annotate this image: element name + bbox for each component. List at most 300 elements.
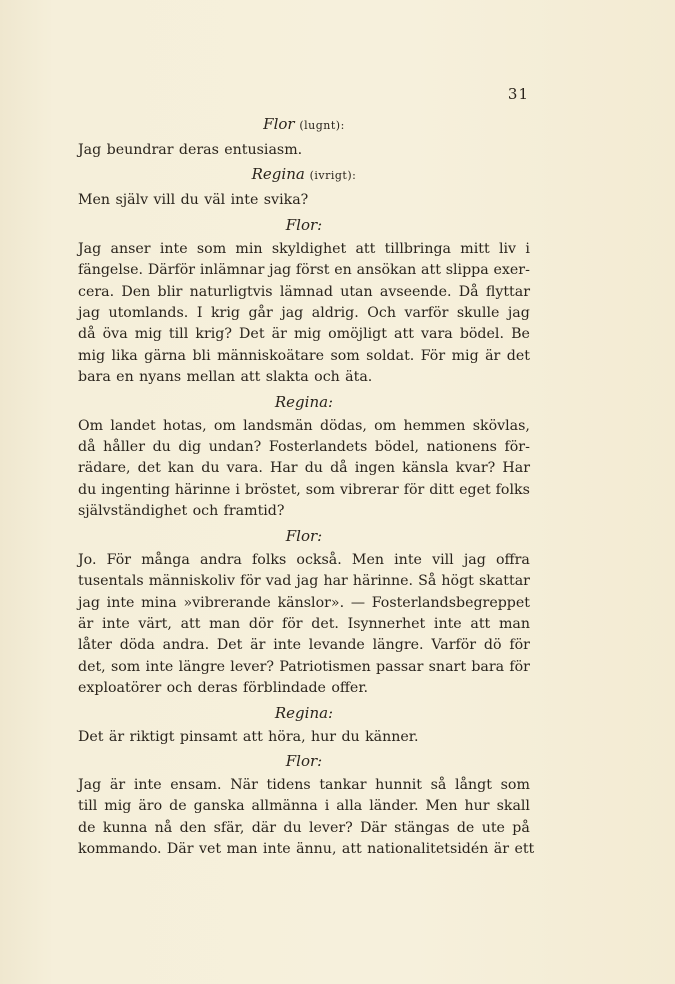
word: värt, <box>138 615 172 632</box>
word: mina <box>141 594 177 611</box>
word: vara <box>421 326 453 343</box>
word: ute <box>481 819 505 836</box>
word: deras <box>197 680 238 697</box>
word: självständighet <box>78 503 188 520</box>
text-line <box>78 260 530 281</box>
word: offra <box>495 551 530 568</box>
word: är <box>485 347 501 364</box>
word: och <box>314 369 340 386</box>
dialogue-text <box>78 112 535 865</box>
word: levande <box>308 637 365 654</box>
word: jag <box>78 594 100 611</box>
word: länder. <box>369 798 419 815</box>
word: Patriotismen <box>279 658 371 675</box>
word: mig <box>134 326 162 343</box>
word: bara <box>78 369 111 386</box>
text-line <box>78 775 530 796</box>
word: du <box>283 819 302 836</box>
word: riktigt <box>129 728 175 745</box>
text-line <box>78 282 530 303</box>
text-line <box>78 593 530 614</box>
word: När <box>230 776 258 793</box>
word: skattar <box>478 573 530 590</box>
word: Det <box>239 326 265 343</box>
word: då <box>330 460 348 477</box>
word: för- <box>504 439 530 456</box>
word: cera. <box>78 283 115 300</box>
word: dör <box>248 615 274 632</box>
word: aldrig. <box>311 305 359 322</box>
word: snart <box>428 658 467 675</box>
word: dödas, <box>319 417 367 434</box>
speaker-name: Flor: <box>285 751 323 770</box>
word: slakta <box>265 369 309 386</box>
word: du <box>78 481 97 498</box>
word: kan <box>167 460 195 477</box>
word: mig <box>451 347 479 364</box>
word: hunnit <box>375 776 422 793</box>
word: de <box>169 798 187 815</box>
speaker-heading <box>78 216 530 234</box>
word: Och <box>367 305 397 322</box>
word: jag <box>281 305 304 322</box>
word: känslor». <box>277 594 345 611</box>
word: alla <box>336 798 363 815</box>
word: exploatörer <box>78 680 162 697</box>
speech-paragraph <box>78 190 530 211</box>
word: går <box>248 305 273 322</box>
word: först <box>295 262 330 279</box>
word: jag <box>463 551 486 568</box>
word: offer. <box>331 680 369 697</box>
word: nyans <box>139 369 182 386</box>
word: deras <box>178 142 219 158</box>
word: bödel. <box>459 326 504 343</box>
word: inlämnar <box>199 262 265 279</box>
word: krig <box>210 305 240 322</box>
word: vad <box>265 573 292 590</box>
word: För <box>420 347 446 364</box>
word: är <box>108 728 125 745</box>
word: passar <box>376 658 424 675</box>
word: Den <box>121 283 151 300</box>
word: folks <box>495 481 530 498</box>
text-line <box>78 324 530 345</box>
word: Jag <box>78 142 102 158</box>
word: varför <box>404 305 449 322</box>
text-line <box>78 190 530 211</box>
word: höra, <box>268 728 306 745</box>
word: undan? <box>208 439 262 456</box>
stage-direction: (lugnt): <box>299 119 345 132</box>
word: entusiasm. <box>224 142 303 158</box>
word: att <box>421 262 441 279</box>
word: väl <box>204 192 226 209</box>
word: anser <box>110 240 151 257</box>
word: för <box>240 573 261 590</box>
word: naturligtvis <box>189 283 273 300</box>
word: skyldighet <box>271 240 347 257</box>
word: utomlands. <box>108 305 189 322</box>
speaker-name: Flor <box>263 115 295 133</box>
word: krig? <box>195 326 232 343</box>
word: och <box>192 503 219 520</box>
word: om <box>374 417 397 434</box>
word: kommando. <box>78 841 162 858</box>
word: på <box>512 819 530 836</box>
text-line <box>78 303 530 324</box>
word: Det <box>216 637 243 654</box>
text-line <box>78 727 530 748</box>
text-line <box>78 458 530 479</box>
word: inte <box>133 776 162 793</box>
word: och <box>166 680 193 697</box>
word: hemmen <box>403 417 466 434</box>
word: tankar <box>319 776 367 793</box>
word: vara. <box>226 460 263 477</box>
speaker-heading <box>78 393 530 411</box>
word: känner. <box>365 728 419 745</box>
word: man <box>209 615 241 632</box>
speaker-heading <box>78 752 530 770</box>
text-line <box>78 550 530 571</box>
word: det, <box>78 658 106 675</box>
word: Jag <box>78 240 102 257</box>
word: människoliv <box>148 573 235 590</box>
word: bödel, <box>374 439 419 456</box>
word: människoätare <box>217 347 325 364</box>
word: ansökan <box>356 262 417 279</box>
text-line <box>78 614 530 635</box>
word: För <box>106 551 132 568</box>
word: de <box>78 819 96 836</box>
word: liv <box>498 240 517 257</box>
word: framtid? <box>223 503 285 520</box>
word: Be <box>511 326 530 343</box>
speech-paragraph <box>78 140 530 161</box>
word: tidens <box>266 776 311 793</box>
word: Om <box>78 417 104 434</box>
text-line <box>78 239 530 260</box>
speaker-name: Flor: <box>285 526 323 545</box>
word: skall <box>496 798 530 815</box>
word: kunna <box>102 819 148 836</box>
word: som <box>196 240 227 257</box>
word: du <box>304 460 323 477</box>
word: Men <box>351 551 384 568</box>
text-line <box>78 657 530 678</box>
word: inte <box>273 637 301 654</box>
text-line <box>78 571 530 592</box>
word: ingen <box>354 460 396 477</box>
word: rädare, <box>78 460 131 477</box>
speaker-heading <box>78 165 530 185</box>
word: mitt <box>460 240 490 257</box>
word: äta. <box>345 369 373 386</box>
word: andra <box>199 551 242 568</box>
word: du <box>180 192 199 209</box>
word: hur <box>311 728 337 745</box>
word: en <box>334 262 352 279</box>
word: omöjligt <box>328 326 387 343</box>
word: som <box>305 481 336 498</box>
word: inte <box>145 658 174 675</box>
word: Så <box>418 573 437 590</box>
word: håller <box>103 439 145 456</box>
word: längre <box>178 658 226 675</box>
word: vet <box>198 841 222 858</box>
word: är <box>271 326 287 343</box>
text-line <box>78 678 530 699</box>
word: att <box>180 615 201 632</box>
word: om <box>213 417 236 434</box>
text-line <box>78 501 530 522</box>
word: utan <box>340 283 373 300</box>
word: ensam. <box>170 776 222 793</box>
text-line <box>78 437 530 458</box>
word: så <box>430 776 447 793</box>
word: Isynnerhet <box>347 615 426 632</box>
word: hur <box>464 798 490 815</box>
word: blir <box>157 283 183 300</box>
text-line <box>78 818 530 839</box>
word: att <box>242 728 263 745</box>
word: som <box>110 658 141 675</box>
speech-paragraph <box>78 416 530 523</box>
word: dig <box>178 439 202 456</box>
word: nationens <box>426 439 497 456</box>
word: har <box>323 573 348 590</box>
text-line <box>78 839 535 860</box>
word: ingenting <box>101 481 170 498</box>
word: landsmän <box>243 417 313 434</box>
word: nå <box>154 819 173 836</box>
speech-paragraph <box>78 550 530 700</box>
word: mellan <box>186 369 236 386</box>
word: du <box>341 728 360 745</box>
word: Jag <box>78 776 102 793</box>
word: Men <box>78 192 111 209</box>
word: öva <box>102 326 128 343</box>
word: långt <box>455 776 492 793</box>
word: soldat. <box>366 347 415 364</box>
word: längre. <box>372 637 424 654</box>
word: Jo. <box>78 551 97 568</box>
word: högt <box>441 573 474 590</box>
word: för <box>403 481 425 498</box>
word: tusentals <box>78 573 144 590</box>
word: mig <box>78 347 106 364</box>
word: lika <box>111 347 138 364</box>
word: slippa <box>445 262 489 279</box>
word: inte <box>106 594 135 611</box>
speech-paragraph <box>78 239 530 389</box>
word: landet <box>110 417 156 434</box>
word: härinne. <box>352 573 414 590</box>
word: då <box>78 439 96 456</box>
word: för <box>281 615 303 632</box>
word: för <box>509 637 530 654</box>
speaker-heading <box>78 527 530 545</box>
word: känsla <box>402 460 449 477</box>
word: vill <box>432 551 454 568</box>
word: I <box>196 305 203 322</box>
word: Har <box>502 460 530 477</box>
word: att <box>470 615 491 632</box>
word: också. <box>296 551 342 568</box>
word: för <box>509 658 530 675</box>
word: bröstet, <box>244 481 301 498</box>
speaker-heading <box>78 704 530 722</box>
word: avseende. <box>379 283 452 300</box>
word: sfär, <box>213 819 245 836</box>
word: äro <box>138 798 163 815</box>
word: nationalitetsidén <box>367 841 489 858</box>
word: inte <box>101 615 130 632</box>
word: Fosterlandets <box>268 439 368 456</box>
word: att <box>355 240 376 257</box>
word: Varför <box>431 637 477 654</box>
word: lämnad <box>279 283 333 300</box>
word: är <box>250 637 266 654</box>
word: i <box>525 240 530 257</box>
word: då <box>78 326 96 343</box>
word: inte <box>159 240 188 257</box>
word: mig <box>104 798 132 815</box>
text-line <box>78 796 530 817</box>
word: Där <box>166 841 194 858</box>
word: fängelse. <box>78 262 144 279</box>
word: jag <box>507 305 530 322</box>
word: mig <box>293 326 322 343</box>
word: Då <box>458 283 479 300</box>
speaker-name: Regina: <box>274 392 334 411</box>
word: inte <box>433 615 462 632</box>
word: till <box>78 798 98 815</box>
word: inte <box>262 841 291 858</box>
word: pinsamt <box>179 728 238 745</box>
word: allmänna <box>251 798 318 815</box>
word: man <box>226 841 258 858</box>
word: är <box>109 776 126 793</box>
word: stängas <box>394 819 450 836</box>
word: Fosterlandsbegreppet <box>371 594 530 611</box>
speaker-heading <box>78 115 530 135</box>
text-line <box>78 635 530 656</box>
speech-paragraph <box>78 775 535 861</box>
word: du <box>201 460 220 477</box>
word: Har <box>269 460 298 477</box>
word: som <box>500 776 530 793</box>
word: Därför <box>147 262 196 279</box>
word: inte <box>394 551 422 568</box>
page-number: 31 <box>507 85 529 103</box>
word: en <box>116 369 134 386</box>
word: lever? <box>230 658 275 675</box>
word: inte <box>230 192 259 209</box>
word: själv <box>115 192 149 209</box>
word: att <box>341 841 362 858</box>
word: kvar? <box>455 460 496 477</box>
word: ganska <box>193 798 245 815</box>
word: gärna <box>144 347 187 364</box>
word: förblindade <box>243 680 326 697</box>
word: »vibrerande <box>183 594 271 611</box>
word: Där <box>360 819 387 836</box>
word: lever? <box>309 819 353 836</box>
word: andra. <box>162 637 210 654</box>
word: är <box>493 841 510 858</box>
word: beundrar <box>106 142 174 158</box>
word: Men <box>425 798 458 815</box>
word: är <box>78 615 94 632</box>
word: döda <box>119 637 155 654</box>
word: skulle <box>456 305 500 322</box>
speaker-name: Regina: <box>274 703 334 722</box>
word: — <box>350 594 365 611</box>
word: att <box>240 369 261 386</box>
word: folks <box>252 551 287 568</box>
word: vill <box>153 192 176 209</box>
word: många <box>141 551 190 568</box>
word: jag <box>269 262 292 279</box>
word: det <box>137 460 161 477</box>
word: vibrerar <box>339 481 399 498</box>
word: skövlas, <box>472 417 530 434</box>
word: du <box>152 439 171 456</box>
speech-paragraph <box>78 727 530 748</box>
text-line <box>78 367 530 388</box>
text-line <box>78 480 530 501</box>
word: min <box>235 240 263 257</box>
word: svika? <box>263 192 309 209</box>
word: i <box>324 798 330 815</box>
text-line <box>78 416 530 437</box>
word: exer- <box>493 262 530 279</box>
word: jag <box>296 573 319 590</box>
word: bli <box>192 347 211 364</box>
speaker-name: Regina <box>251 165 305 184</box>
word: ännu, <box>296 841 337 858</box>
text-line <box>78 140 530 161</box>
word: härinne <box>174 481 231 498</box>
word: man <box>498 615 530 632</box>
word: de <box>456 819 475 836</box>
word: låter <box>78 637 112 654</box>
word: att <box>394 326 414 343</box>
word: ditt <box>429 481 455 498</box>
word: bara <box>471 658 505 675</box>
word: det <box>506 347 530 364</box>
text-line <box>78 346 530 367</box>
word: i <box>235 481 240 498</box>
word: hotas, <box>162 417 207 434</box>
speaker-name: Flor: <box>285 215 323 234</box>
word: flyttar <box>485 283 530 300</box>
word: eget <box>459 481 491 498</box>
word: jag <box>78 305 100 322</box>
word: det. <box>311 615 339 632</box>
word: ett <box>514 841 535 858</box>
word: den <box>179 819 207 836</box>
word: dö <box>483 637 502 654</box>
word: till <box>168 326 189 343</box>
word: som <box>330 347 360 364</box>
stage-direction: (ivrigt): <box>309 169 357 183</box>
word: tillbringa <box>384 240 452 257</box>
word: Det <box>78 728 104 745</box>
word: där <box>251 819 277 836</box>
